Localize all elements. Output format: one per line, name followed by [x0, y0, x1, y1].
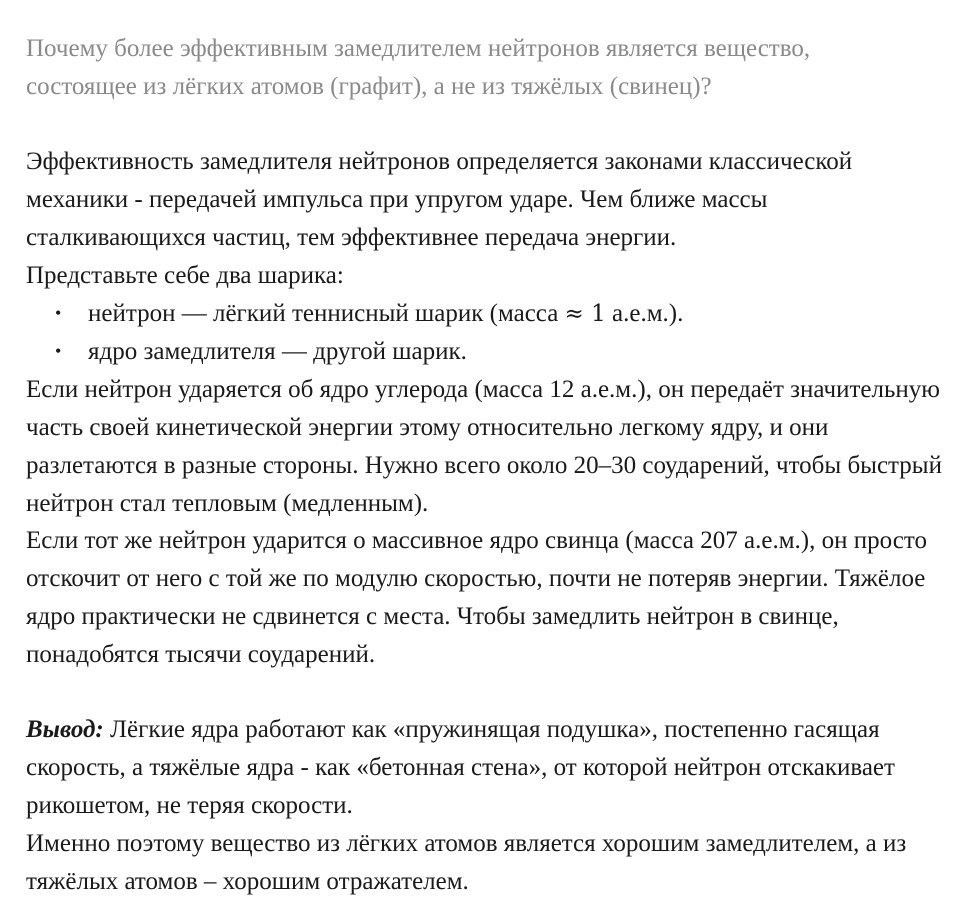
bullet-icon: • — [55, 341, 62, 362]
imagine-paragraph: Представьте себе два шарика: — [26, 261, 344, 289]
conclusion-paragraph — [26, 711, 946, 824]
neutron-text-before: нейтрон — лёгкий теннисный шарик (масса — [88, 299, 565, 327]
conclusion-label: Вывод: — [26, 716, 104, 744]
moderator-text: ядро замедлителя — другой шарик. — [88, 338, 467, 366]
final-paragraph: Именно поэтому вещество из лёгких атомов является хорошим замедлителем, а из тяжёлых атомов – хорошим отражателем. — [26, 829, 907, 895]
intro-paragraph: Эффективность замедлителя нейтронов определяется законами классической механики - передачей импульса при упругом ударе. Чем ближе массы сталкивающихся частиц, тем эффективнее передача энергии. — [26, 148, 853, 251]
spacer — [26, 674, 946, 712]
spacer — [26, 106, 946, 144]
bullet-icon: • — [55, 302, 62, 323]
mass-formula: ≈ 1 — [564, 300, 606, 327]
conclusion-text: Лёгкие ядра работают как «пружинящая подушка», постепенно гасящая скорость, а тяжёлые ядра - как «бетонная стена», от которой нейтрон отскакивает рикошетом, не теряя скорости. — [26, 716, 895, 819]
carbon-paragraph: Если нейтрон ударяется об ядро углерода (масса 12 а.е.м.), он передаёт значительную часть своей кинетической энергии этому относительно легкому ядру, и они разлетаются в разные стороны. Нужно всего около 20–30 соударений, чтобы быстрый нейтрон стал тепловым (медленным). — [26, 376, 942, 517]
neutron-text-after: а.е.м.). — [605, 299, 684, 327]
question-line-1: Почему более эффективным замедлителем нейтронов является вещество, — [26, 35, 811, 62]
list-item-moderator — [26, 333, 946, 371]
document-page — [26, 30, 946, 900]
question-text — [26, 30, 946, 106]
lead-paragraph: Если тот же нейтрон ударится о массивное ядро свинца (масса 207 а.е.м.), он просто отскочит от него с той же по модулю скоростью, почти не потеряв энергии. Тяжёлое ядро практически не сдвинется с места. Чтобы замедлить нейтрон в свинце, понадобятся тысячи соударений. — [26, 527, 927, 668]
list-item-neutron — [26, 295, 946, 334]
question-line-2: состоящее из лёгких атомов (графит), а не из тяжёлых (свинец)? — [26, 72, 712, 100]
balls-list — [26, 295, 946, 372]
